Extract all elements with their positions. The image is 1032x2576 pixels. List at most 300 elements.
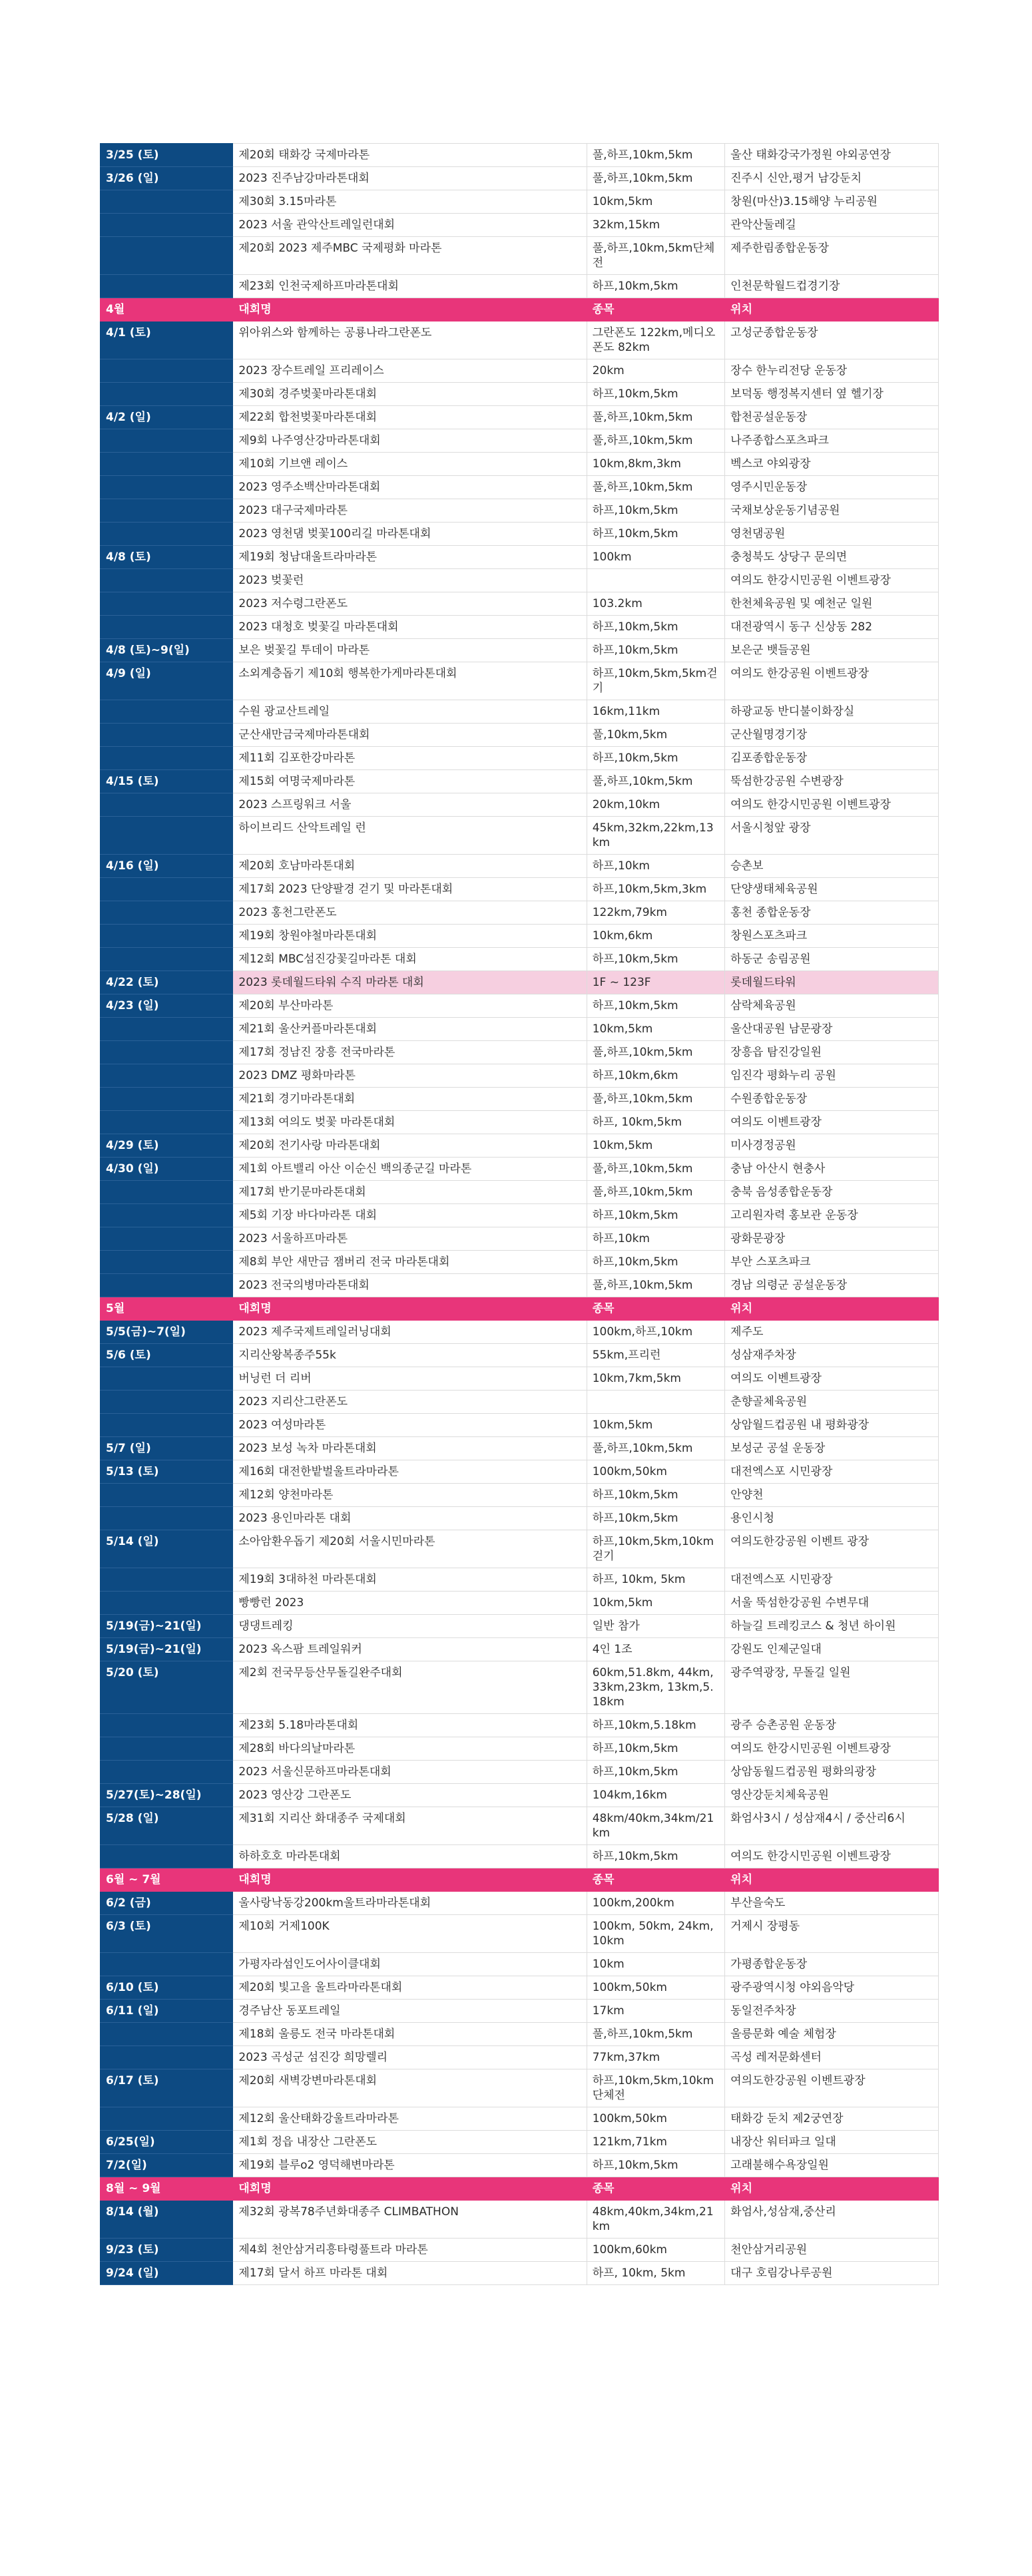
race-location: 여의도 한강시민공원 이벤트광장 [725, 1845, 939, 1868]
race-distance: 하프,10km,5km [587, 948, 724, 971]
race-name: 제30회 경주벚꽃마라톤대회 [233, 383, 587, 406]
race-name: 제31회 지리산 화대종주 국제대회 [233, 1807, 587, 1845]
race-location: 상암동월드컵공원 평화의광장 [725, 1761, 939, 1784]
race-name: 2023 롯데월드타워 수직 마라톤 대회 [233, 971, 587, 994]
race-location: 울릉문화 예술 체험장 [725, 2023, 939, 2046]
race-date: 9/24 (일) [101, 2262, 233, 2285]
race-location: 여의도 이벤트광장 [725, 1111, 939, 1134]
race-distance: 풀,하프,10km,5km [587, 2023, 724, 2046]
race-date: 5/6 (토) [101, 1344, 233, 1367]
race-date: 6/25(일) [101, 2131, 233, 2154]
race-name: 하하호호 마라톤대회 [233, 1845, 587, 1868]
race-date [101, 453, 233, 476]
race-name: 2023 지리산그란폰도 [233, 1391, 587, 1414]
race-name: 제12회 울산태화강울트라마라톤 [233, 2107, 587, 2131]
race-location: 충청북도 상당구 문의면 [725, 546, 939, 569]
race-location: 관악산둘레길 [725, 214, 939, 237]
race-date [101, 476, 233, 499]
race-distance: 하프,10km,5km [587, 1845, 724, 1868]
race-name: 제10회 기브앤 레이스 [233, 453, 587, 476]
race-row [101, 1111, 939, 1134]
race-date: 5/28 (일) [101, 1807, 233, 1845]
race-name: 2023 저수령그란폰도 [233, 592, 587, 616]
race-location: 영천댐공원 [725, 523, 939, 546]
race-date: 4/15 (토) [101, 770, 233, 793]
race-distance: 4인 1조 [587, 1638, 724, 1661]
race-location: 홍천 종합운동장 [725, 901, 939, 925]
race-row [101, 1344, 939, 1367]
race-name: 2023 서울하프마라톤 [233, 1227, 587, 1251]
race-row [101, 1953, 939, 1976]
race-row [101, 1158, 939, 1181]
race-location: 승촌보 [725, 855, 939, 878]
race-row [101, 1204, 939, 1227]
race-name: 제22회 합천벚꽃마라톤대회 [233, 406, 587, 429]
race-date: 5/19(금)~21(일) [101, 1615, 233, 1638]
race-location: 고성군종합운동장 [725, 322, 939, 359]
race-location: 화엄사3시 / 성삼재4시 / 중산리6시 [725, 1807, 939, 1845]
race-name: 보은 벚꽃길 투데이 마라톤 [233, 639, 587, 662]
race-date: 4/9 (일) [101, 662, 233, 700]
race-date [101, 1761, 233, 1784]
race-row [101, 770, 939, 793]
race-row [101, 546, 939, 569]
race-row [101, 2023, 939, 2046]
race-row [101, 2239, 939, 2262]
race-row [101, 1484, 939, 1507]
race-date: 5/7 (일) [101, 1437, 233, 1460]
race-distance: 풀,하프,10km,5km [587, 1041, 724, 1064]
race-name: 제17회 반기문마라톤대회 [233, 1181, 587, 1204]
race-date [101, 901, 233, 925]
race-location: 상암월드컵공원 내 평화광장 [725, 1414, 939, 1437]
race-row [101, 569, 939, 592]
header-location: 위치 [725, 2177, 939, 2201]
race-name: 지리산왕복종주55k [233, 1344, 587, 1367]
header-distance: 종목 [587, 298, 724, 322]
race-name: 제8회 부안 새만금 잼버리 전국 마라톤대회 [233, 1251, 587, 1274]
race-row [101, 1041, 939, 1064]
race-location: 보덕동 행정복지센터 옆 헬기장 [725, 383, 939, 406]
race-row [101, 476, 939, 499]
race-location: 거제시 장평동 [725, 1915, 939, 1953]
race-location: 여의도한강공원 이벤트 광장 [725, 1530, 939, 1568]
race-location: 미사경정공원 [725, 1134, 939, 1158]
race-name: 2023 용인마라톤 대회 [233, 1507, 587, 1530]
race-date [101, 1227, 233, 1251]
race-row [101, 1367, 939, 1391]
race-location: 광주역광장, 무돌길 일원 [725, 1661, 939, 1714]
race-name: 제19회 블루o2 영덕해변마라톤 [233, 2154, 587, 2177]
race-row [101, 2262, 939, 2285]
race-location: 충북 음성종합운동장 [725, 1181, 939, 1204]
race-name: 제20회 전기사랑 마라톤대회 [233, 1134, 587, 1158]
race-distance: 48km/40km,34km/21km [587, 1807, 724, 1845]
race-row [101, 1568, 939, 1592]
race-distance: 풀,하프,10km,5km [587, 1181, 724, 1204]
race-location: 하늘길 트레킹코스 & 청년 하이원 [725, 1615, 939, 1638]
race-name: 2023 홍천그란폰도 [233, 901, 587, 925]
race-row [101, 1088, 939, 1111]
race-name: 제28회 바다의날마라톤 [233, 1737, 587, 1761]
race-row [101, 499, 939, 523]
race-row [101, 1892, 939, 1915]
race-location: 춘향골체육공원 [725, 1391, 939, 1414]
race-date [101, 1953, 233, 1976]
race-location: 충남 아산시 현충사 [725, 1158, 939, 1181]
race-date: 6/2 (금) [101, 1892, 233, 1915]
race-name: 소외계층돕기 제10회 행복한가게마라톤대회 [233, 662, 587, 700]
race-location: 한천체육공원 및 예천군 일원 [725, 592, 939, 616]
race-row [101, 592, 939, 616]
race-location: 태화강 둔치 제2궁연장 [725, 2107, 939, 2131]
race-date [101, 1507, 233, 1530]
race-row [101, 662, 939, 700]
race-location: 화엄사,성삼재,중산리 [725, 2201, 939, 2239]
race-date: 4/29 (토) [101, 1134, 233, 1158]
race-row [101, 1807, 939, 1845]
race-date [101, 793, 233, 817]
race-distance: 하프,10km,5km [587, 2154, 724, 2177]
race-name: 2023 전국의병마라톤대회 [233, 1274, 587, 1297]
race-date [101, 616, 233, 639]
race-distance: 55km,프리런 [587, 1344, 724, 1367]
race-date [101, 1845, 233, 1868]
race-date [101, 2046, 233, 2069]
race-location: 여의도 한강공원 이벤트광장 [725, 662, 939, 700]
race-distance: 10km,5km [587, 190, 724, 214]
race-row [101, 144, 939, 167]
race-row [101, 2000, 939, 2023]
race-date: 6/3 (토) [101, 1915, 233, 1953]
race-distance: 104km,16km [587, 1784, 724, 1807]
race-distance: 하프, 10km,5km [587, 1111, 724, 1134]
race-distance: 10km,5km [587, 1592, 724, 1615]
race-row [101, 1507, 939, 1530]
race-date [101, 948, 233, 971]
race-distance: 10km,8km,3km [587, 453, 724, 476]
race-distance: 100km,200km [587, 1892, 724, 1915]
race-date [101, 724, 233, 747]
race-date [101, 1274, 233, 1297]
race-location: 용인시청 [725, 1507, 939, 1530]
race-row [101, 1661, 939, 1714]
race-distance: 20km [587, 359, 724, 383]
race-name: 2023 보성 녹차 마라톤대회 [233, 1437, 587, 1460]
race-location: 보은군 뱃들공원 [725, 639, 939, 662]
race-date [101, 1181, 233, 1204]
race-location: 하동군 송림공원 [725, 948, 939, 971]
race-name: 제19회 창원야철마라톤대회 [233, 925, 587, 948]
race-row [101, 453, 939, 476]
race-name: 2023 서울 관악산트레일런대회 [233, 214, 587, 237]
race-location: 여의도한강공원 이벤트광장 [725, 2069, 939, 2107]
race-location: 영주시민운동장 [725, 476, 939, 499]
race-row [101, 793, 939, 817]
race-row [101, 700, 939, 724]
race-distance [587, 569, 724, 592]
race-distance: 16km,11km [587, 700, 724, 724]
race-distance: 100km, 50km, 24km, 10km [587, 1915, 724, 1953]
race-location: 장수 한누리전당 운동장 [725, 359, 939, 383]
race-name: 수원 광교산트레일 [233, 700, 587, 724]
race-location: 곡성 레저문화센터 [725, 2046, 939, 2069]
race-row [101, 1530, 939, 1568]
race-name: 2023 영주소백산마라톤대회 [233, 476, 587, 499]
race-distance: 하프,10km [587, 1227, 724, 1251]
race-name: 제2회 전국무등산무돌길완주대회 [233, 1661, 587, 1714]
race-date [101, 383, 233, 406]
race-distance: 10km [587, 1953, 724, 1976]
race-location: 인천문학월드컵경기장 [725, 275, 939, 298]
month-label: 6월 ~ 7월 [101, 1868, 233, 1892]
race-location: 경남 의령군 공설운동장 [725, 1274, 939, 1297]
race-name: 제19회 청남대울트라마라톤 [233, 546, 587, 569]
race-name: 2023 여성마라톤 [233, 1414, 587, 1437]
race-row [101, 322, 939, 359]
race-distance [587, 1391, 724, 1414]
race-distance: 10km,6km [587, 925, 724, 948]
race-name: 제23회 5.18마라톤대회 [233, 1714, 587, 1737]
race-row [101, 237, 939, 275]
race-name: 하이브리드 산악트레일 런 [233, 817, 587, 855]
race-distance: 10km,5km [587, 1134, 724, 1158]
race-row [101, 1976, 939, 2000]
race-name: 제16회 대전한밭벌울트라마라톤 [233, 1460, 587, 1484]
race-date: 8/14 (월) [101, 2201, 233, 2239]
race-date: 4/2 (일) [101, 406, 233, 429]
race-location: 롯데월드타워 [725, 971, 939, 994]
race-distance: 하프,10km,6km [587, 1064, 724, 1088]
race-location: 뚝섬한강공원 수변광장 [725, 770, 939, 793]
race-location: 대전엑스포 시민광장 [725, 1568, 939, 1592]
race-date: 4/30 (일) [101, 1158, 233, 1181]
race-location: 고래불해수욕장일원 [725, 2154, 939, 2177]
race-date: 5/19(금)~21(일) [101, 1638, 233, 1661]
race-distance: 풀,하프,10km,5km [587, 1437, 724, 1460]
header-location: 위치 [725, 1868, 939, 1892]
race-distance: 하프,10km,5km [587, 1761, 724, 1784]
race-distance: 100km,50km [587, 2107, 724, 2131]
race-distance: 하프,10km [587, 855, 724, 878]
race-location: 서울시청앞 광장 [725, 817, 939, 855]
race-distance: 100km,50km [587, 1976, 724, 2000]
race-distance: 풀,하프,10km,5km [587, 1088, 724, 1111]
race-schedule-table [100, 143, 939, 2285]
race-distance: 100km,60km [587, 2239, 724, 2262]
race-distance: 하프,10km,5km [587, 1484, 724, 1507]
race-date [101, 1251, 233, 1274]
month-label: 5월 [101, 1297, 233, 1321]
race-name: 2023 장수트레일 프리레이스 [233, 359, 587, 383]
race-distance: 100km,50km [587, 1460, 724, 1484]
race-row [101, 2069, 939, 2107]
race-date [101, 878, 233, 901]
race-distance: 하프, 10km, 5km [587, 2262, 724, 2285]
race-distance: 17km [587, 2000, 724, 2023]
header-location: 위치 [725, 298, 939, 322]
month-section-header [101, 298, 939, 322]
race-row [101, 1181, 939, 1204]
race-row [101, 2154, 939, 2177]
race-name: 경주남산 동포트레일 [233, 2000, 587, 2023]
race-date [101, 1088, 233, 1111]
race-date [101, 359, 233, 383]
race-distance: 하프,10km,5km,5km걷기 [587, 662, 724, 700]
race-name: 2023 벚꽃런 [233, 569, 587, 592]
race-location: 강원도 인제군일대 [725, 1638, 939, 1661]
race-location: 하광교동 반디불이화장실 [725, 700, 939, 724]
race-name: 2023 서울신문하프마라톤대회 [233, 1761, 587, 1784]
race-row [101, 817, 939, 855]
race-name: 제1회 아트밸리 아산 이순신 백의종군길 마라톤 [233, 1158, 587, 1181]
race-row [101, 724, 939, 747]
race-location: 수원종합운동장 [725, 1088, 939, 1111]
race-date: 6/11 (일) [101, 2000, 233, 2023]
race-date [101, 1714, 233, 1737]
race-date: 3/25 (토) [101, 144, 233, 167]
race-date: 9/23 (토) [101, 2239, 233, 2262]
race-distance: 풀,하프,10km,5km [587, 144, 724, 167]
race-location: 대전광역시 동구 신상동 282 [725, 616, 939, 639]
race-row [101, 1592, 939, 1615]
race-row [101, 1018, 939, 1041]
race-date: 4/1 (토) [101, 322, 233, 359]
race-name: 제13회 여의도 벚꽃 마라톤대회 [233, 1111, 587, 1134]
race-distance: 20km,10km [587, 793, 724, 817]
race-name: 제20회 새벽강변마라톤대회 [233, 2069, 587, 2107]
race-date [101, 275, 233, 298]
race-location: 삼락체육공원 [725, 994, 939, 1018]
race-name: 제4회 천안삼거리흥타령풀트라 마라톤 [233, 2239, 587, 2262]
race-location: 울산 태화강국가정원 야외공연장 [725, 144, 939, 167]
race-row [101, 2131, 939, 2154]
race-location: 여의도 한강시민공원 이벤트광장 [725, 793, 939, 817]
race-row [101, 747, 939, 770]
header-race-name: 대회명 [233, 2177, 587, 2201]
race-name: 제11회 김포한강마라톤 [233, 747, 587, 770]
race-distance: 풀,10km,5km [587, 724, 724, 747]
race-location: 부산을숙도 [725, 1892, 939, 1915]
race-distance: 하프,10km,5km [587, 523, 724, 546]
race-distance: 하프,10km,5km [587, 1251, 724, 1274]
race-distance: 풀,하프,10km,5km [587, 167, 724, 190]
race-name: 군산새만금국제마라톤대회 [233, 724, 587, 747]
race-location: 여의도 이벤트광장 [725, 1367, 939, 1391]
race-name: 제20회 호남마라톤대회 [233, 855, 587, 878]
race-row [101, 1784, 939, 1807]
race-distance: 45km,32km,22km,13km [587, 817, 724, 855]
race-distance: 하프,10km,5km [587, 1204, 724, 1227]
race-row [101, 2201, 939, 2239]
race-date [101, 1064, 233, 1088]
race-row [101, 1714, 939, 1737]
race-name: 2023 대청호 벚꽃길 마라톤대회 [233, 616, 587, 639]
race-name: 2023 영산강 그란폰도 [233, 1784, 587, 1807]
race-distance: 10km,5km [587, 1414, 724, 1437]
race-distance: 10km,7km,5km [587, 1367, 724, 1391]
race-date [101, 523, 233, 546]
race-date [101, 499, 233, 523]
month-label: 8월 ~ 9월 [101, 2177, 233, 2201]
race-location: 제주한림종합운동장 [725, 237, 939, 275]
race-distance: 하프,10km,5km [587, 499, 724, 523]
race-date: 5/5(금)~7(일) [101, 1321, 233, 1344]
race-distance: 일반 참가 [587, 1615, 724, 1638]
race-distance: 하프,10km,5km [587, 1737, 724, 1761]
race-date: 6/17 (토) [101, 2069, 233, 2107]
race-date [101, 1204, 233, 1227]
race-location: 김포종합운동장 [725, 747, 939, 770]
race-date: 4/8 (토) [101, 546, 233, 569]
race-name: 울사랑낙동강200km울트라마라톤대회 [233, 1892, 587, 1915]
race-row [101, 2046, 939, 2069]
race-date: 5/13 (토) [101, 1460, 233, 1484]
race-distance: 60km,51.8km, 44km, 33km,23km, 13km,5.18km [587, 1661, 724, 1714]
race-row [101, 406, 939, 429]
race-row [101, 901, 939, 925]
race-location: 제주도 [725, 1321, 939, 1344]
race-row [101, 855, 939, 878]
race-date: 5/20 (토) [101, 1661, 233, 1714]
race-row [101, 1915, 939, 1953]
race-name: 제20회 부산마라톤 [233, 994, 587, 1018]
race-location: 진주시 신안,평거 남강둔치 [725, 167, 939, 190]
header-race-name: 대회명 [233, 1297, 587, 1321]
race-row [101, 190, 939, 214]
race-name: 2023 곡성군 섬진강 희망렐리 [233, 2046, 587, 2069]
race-name: 제17회 달서 하프 마라톤 대회 [233, 2262, 587, 2285]
race-distance: 1F ~ 123F [587, 971, 724, 994]
race-distance: 하프,10km,5km [587, 1507, 724, 1530]
race-distance: 48km,40km,34km,21km [587, 2201, 724, 2239]
race-location: 창원(마산)3.15해양 누리공원 [725, 190, 939, 214]
race-row [101, 429, 939, 453]
race-location: 영산강둔치체육공원 [725, 1784, 939, 1807]
race-row [101, 925, 939, 948]
race-row [101, 1845, 939, 1868]
race-name: 제20회 태화강 국제마라톤 [233, 144, 587, 167]
race-location: 대구 호림강나루공원 [725, 2262, 939, 2285]
race-row [101, 383, 939, 406]
race-row [101, 275, 939, 298]
race-distance: 하프,10km,5km [587, 747, 724, 770]
race-distance: 하프,10km,5km [587, 616, 724, 639]
race-date [101, 1111, 233, 1134]
race-date [101, 925, 233, 948]
race-date: 4/16 (일) [101, 855, 233, 878]
race-date [101, 1737, 233, 1761]
race-row [101, 1391, 939, 1414]
race-date [101, 700, 233, 724]
race-date: 7/2(일) [101, 2154, 233, 2177]
race-row [101, 214, 939, 237]
race-distance: 122km,79km [587, 901, 724, 925]
race-row [101, 1761, 939, 1784]
race-date [101, 2023, 233, 2046]
month-section-header [101, 2177, 939, 2201]
race-distance: 하프,10km,5km,10km단체전 [587, 2069, 724, 2107]
race-name: 제10회 거제100K [233, 1915, 587, 1953]
race-date: 4/22 (토) [101, 971, 233, 994]
race-row [101, 1460, 939, 1484]
race-name: 제9회 나주영산강마라톤대회 [233, 429, 587, 453]
race-distance: 풀,하프,10km,5km [587, 770, 724, 793]
race-date [101, 1041, 233, 1064]
race-location: 대전엑스포 시민광장 [725, 1460, 939, 1484]
race-date: 3/26 (일) [101, 167, 233, 190]
race-distance: 32km,15km [587, 214, 724, 237]
